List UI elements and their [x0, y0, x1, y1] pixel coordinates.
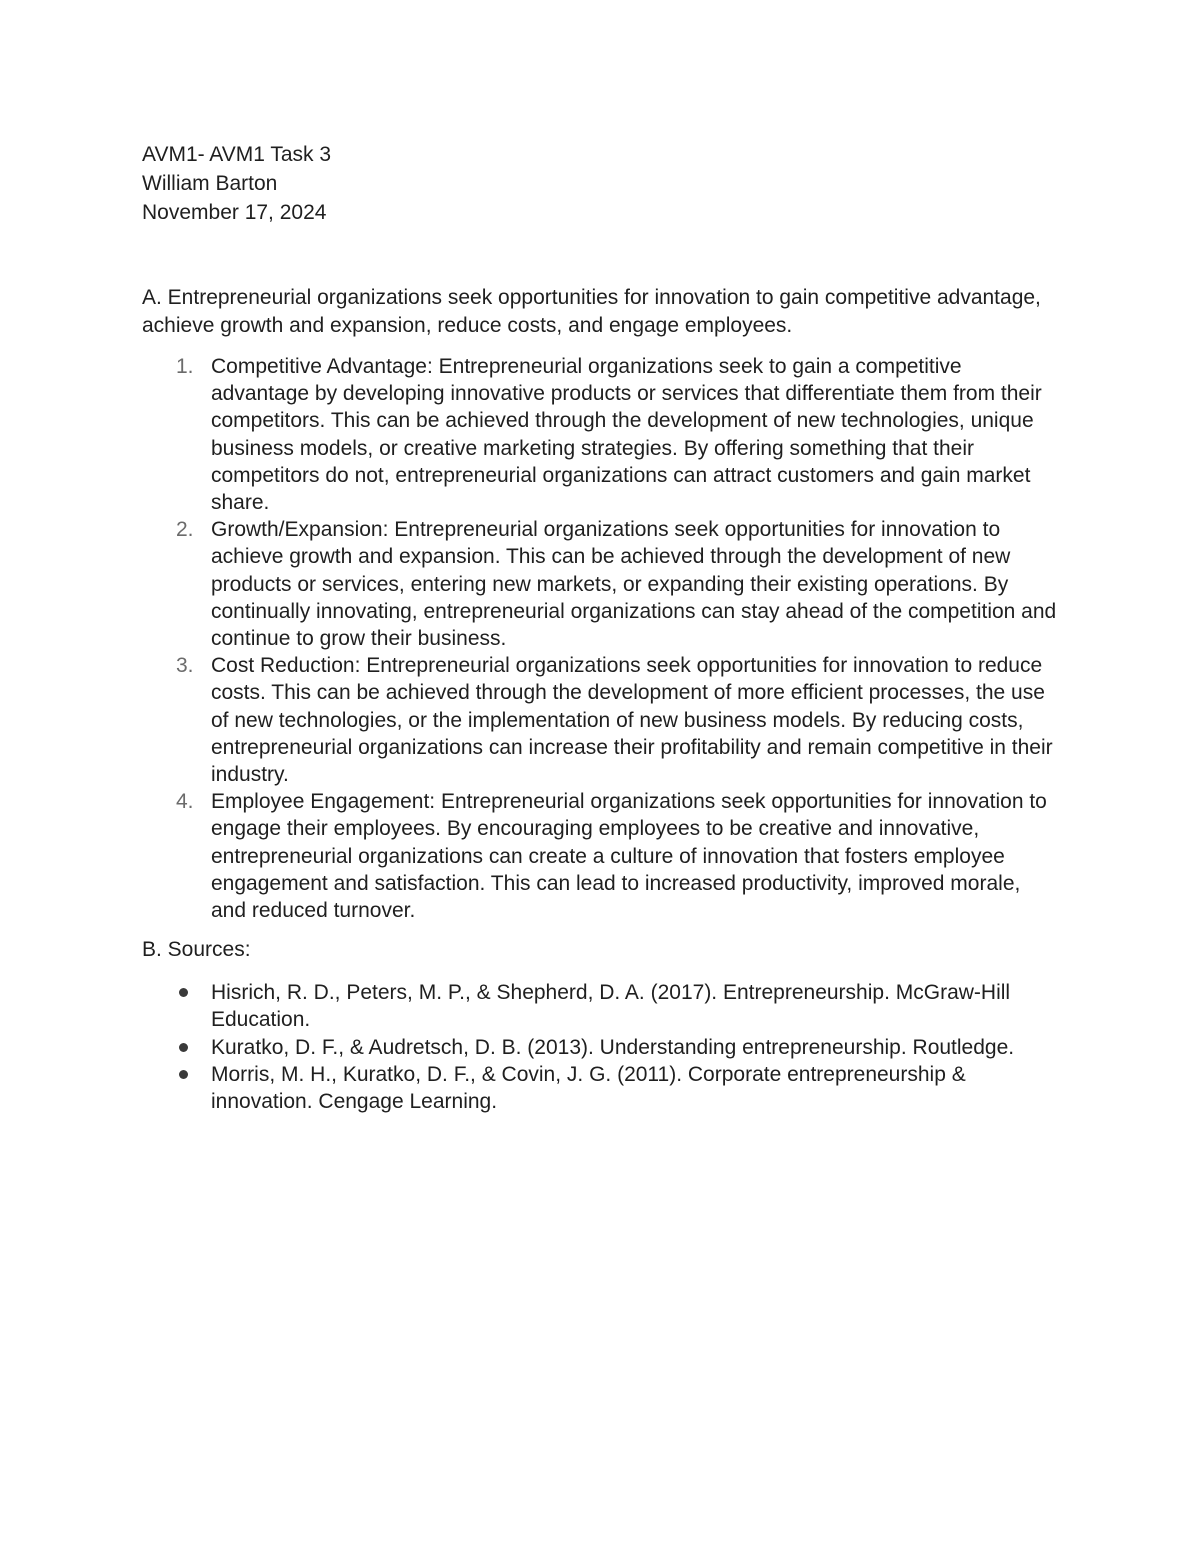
section-a-list	[142, 353, 1057, 924]
list-item-text: Competitive Advantage: Entrepreneurial organizations seek to gain a competitive advantage by developing innovative products or services that differentiate them from their competitors. This can be achieved through the development of new technologies, unique business models, or creative marketing strategies. By offering something that their competitors do not, entrepreneurial organizations can attract customers and gain market share.	[211, 355, 1042, 515]
source-text: Morris, M. H., Kuratko, D. F., & Covin, J. G. (2011). Corporate entrepreneurship & innovation. Cengage Learning.	[211, 1062, 966, 1114]
list-item-number: 2.	[176, 518, 194, 542]
source-text: Kuratko, D. F., & Audretsch, D. B. (2013). Understanding entrepreneurship. Routledge.	[211, 1035, 1015, 1059]
header-spacer	[142, 227, 1057, 284]
source-text: Hisrich, R. D., Peters, M. P., & Shepherd, D. A. (2017). Entrepreneurship. McGraw-Hill Education.	[211, 981, 1011, 1032]
course-title: AVM1- AVM1 Task 3	[142, 143, 332, 166]
list-item-number: 3.	[176, 654, 194, 678]
list-item-text: Employee Engagement: Entrepreneurial organizations seek opportunities for innovation to engage their employees. By encouraging employees to be creative and innovative, entrepreneurial organizations can create a culture of innovation that fosters employee engagement and satisfaction. This can lead to increased productivity, improved morale, and reduced turnover.	[211, 790, 1047, 923]
list-item-number: 1.	[176, 355, 194, 378]
source-item	[142, 1061, 1057, 1115]
source-item	[142, 1034, 1057, 1061]
list-item-competitive-advantage	[142, 353, 1057, 516]
list-item-text: Cost Reduction: Entrepreneurial organizations seek opportunities for innovation to reduce costs. This can be achieved through the development of more efficient processes, the use of new technologies, or the implementation of new business models. By reducing costs, entrepreneurial organizations can increase their profitability and remain competitive in their industry.	[211, 654, 1053, 787]
bullet-icon	[179, 1070, 188, 1079]
sources-list	[142, 979, 1057, 1115]
list-item-growth-expansion	[142, 516, 1057, 652]
list-item-text: Growth/Expansion: Entrepreneurial organizations seek opportunities for innovation to achieve growth and expansion. This can be achieved through the development of new products or services, entering new markets, or expanding their existing operations. By continually innovating, entrepreneurial organizations can stay ahead of the competition and continue to grow their business.	[211, 518, 1057, 651]
author-name: William Barton	[142, 172, 278, 195]
bullet-icon	[179, 1043, 188, 1052]
document-date: November 17, 2024	[142, 201, 327, 224]
source-item	[142, 979, 1057, 1033]
list-item-employee-engagement	[142, 788, 1057, 924]
section-a-intro: A. Entrepreneurial organizations seek opportunities for innovation to gain competitive advantage, achieve growth and expansion, reduce costs, and engage employees.	[142, 286, 1041, 337]
section-b-heading: B. Sources:	[142, 938, 251, 962]
document-body	[142, 140, 1057, 1115]
list-item-number: 4.	[176, 790, 194, 814]
bullet-icon	[179, 988, 188, 997]
list-item-cost-reduction	[142, 652, 1057, 788]
